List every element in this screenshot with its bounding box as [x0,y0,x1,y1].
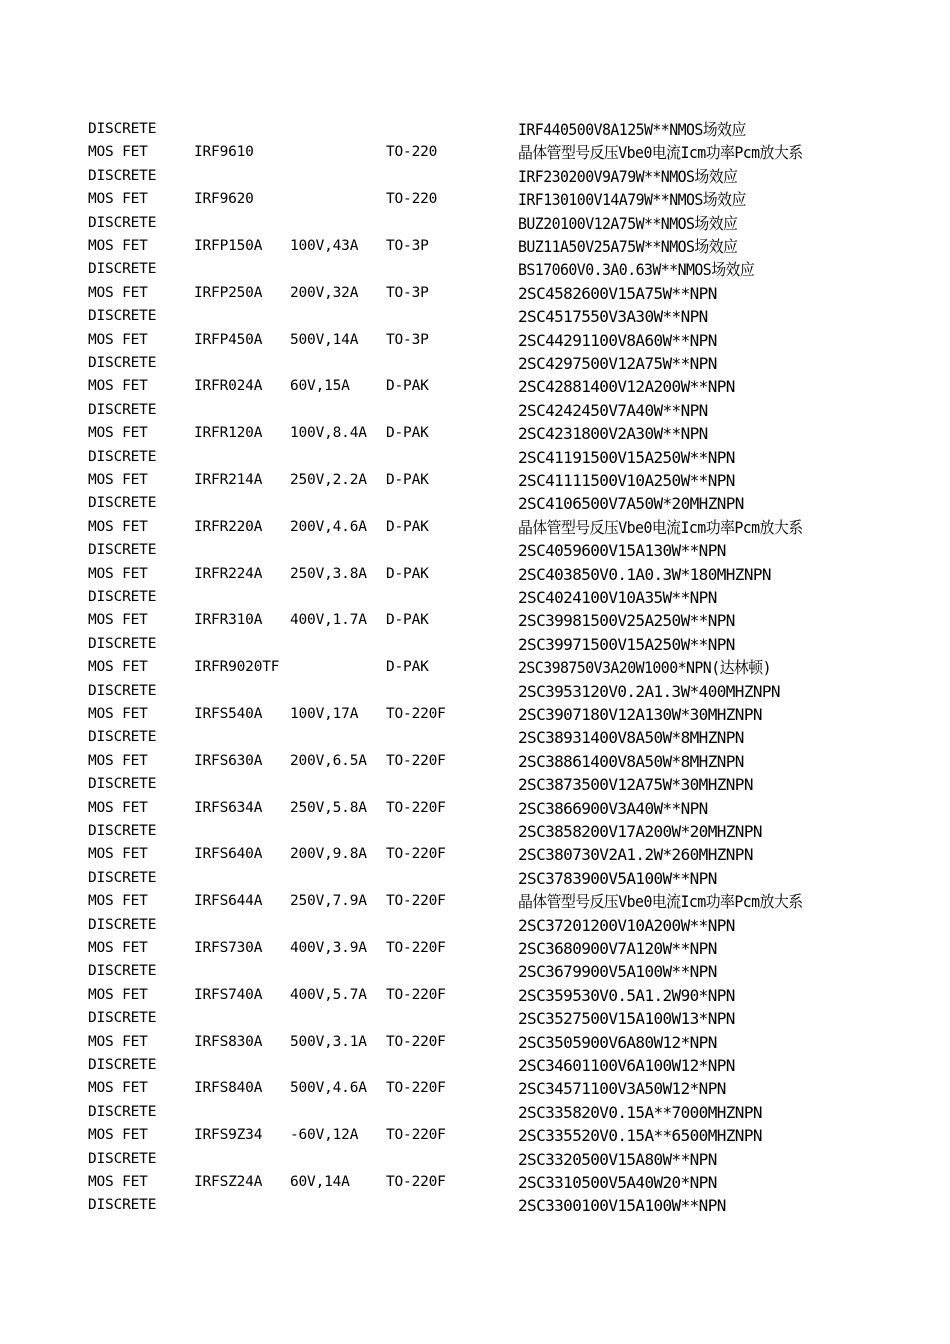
note-cell: 2SC403850V0.1A0.3W*180MHZNPN [518,564,771,584]
package-cell: TO-220F [386,940,446,956]
part-number-cell: IRFSZ24A [194,1174,263,1190]
type-cell: DISCRETE [88,776,157,793]
package-cell: TO-220F [386,986,446,1003]
note-cell: 2SC3873500V12A75W*30MHZNPN [518,775,753,795]
note-cell: BS17060V0.3A0.63W**NMOS场效应 [518,260,755,280]
package-cell: D-PAK [386,425,429,442]
rating-cell: 60V,15A [290,378,350,395]
part-number-cell: IRFP150A [194,238,263,254]
table-row [0,1077,950,1100]
part-number-cell: IRFS630A [194,752,263,769]
note-cell: 2SC3858200V17A200W*20MHZNPN [518,822,762,841]
part-number-cell: IRFR9020TF [194,659,280,676]
part-number-cell: IRF9620 [194,191,254,208]
table-row [0,680,950,703]
rating-cell: 200V,9.8A [290,846,367,863]
type-cell: DISCRETE [88,121,157,137]
table-row [0,469,950,492]
note-cell: BUZ11A50V25A75W**NMOS场效应 [518,237,738,256]
package-cell: D-PAK [386,565,429,582]
rating-cell: 250V,2.2A [290,472,367,488]
type-cell: DISCRETE [88,1197,157,1214]
rating-cell: 250V,7.9A [290,893,367,910]
part-number-cell: IRFS840A [194,1080,263,1097]
note-cell: 2SC4242450V7A40W**NPN [518,400,708,420]
note-cell: 2SC3320500V15A80W**NPN [518,1149,717,1169]
note-cell: 2SC398750V3A20W1000*NPN(达林顿) [518,658,771,678]
type-cell: MOS FET [88,565,148,582]
table-row [0,446,950,469]
note-cell: 2SC4106500V7A50W*20MHZNPN [518,494,744,514]
package-cell: TO-220F [386,893,446,910]
type-cell: MOS FET [88,1080,148,1097]
note-cell: IRF440500V8A125W**NMOS场效应 [518,120,746,139]
note-cell: 2SC380730V2A1.2W*260MHZNPN [518,845,753,865]
part-number-cell: IRFR220A [194,518,263,535]
type-cell: DISCRETE [88,308,157,325]
type-cell: DISCRETE [88,823,157,839]
type-cell: DISCRETE [88,1150,157,1167]
type-cell: DISCRETE [88,635,157,652]
type-cell: MOS FET [88,799,148,816]
table-row [0,375,950,398]
rating-cell: 250V,3.8A [290,565,367,582]
rating-cell: 500V,4.6A [290,1080,367,1097]
package-cell: TO-220 [386,191,438,208]
table-row [0,773,950,796]
note-cell: 晶体管型号反压Vbe0电流Icm功率Pcm放大系 [518,517,803,537]
package-cell: TO-220F [386,1033,446,1050]
package-cell: TO-3P [386,331,429,348]
table-row [0,563,950,586]
table-row [0,399,950,422]
table-row [0,960,950,983]
note-cell: 2SC3907180V12A130W*30MHZNPN [518,705,762,724]
package-cell: TO-3P [386,238,429,254]
part-number-cell: IRFS9Z34 [194,1127,263,1144]
type-cell: DISCRETE [88,542,157,559]
note-cell: 2SC44291100V8A60W**NPN [518,330,717,350]
part-number-cell: IRFR024A [194,378,263,395]
rating-cell: 100V,43A [290,238,359,254]
type-cell: MOS FET [88,191,148,208]
table-row [0,235,950,258]
type-cell: DISCRETE [88,495,157,512]
table-row [0,1194,950,1217]
part-number-cell: IRFS730A [194,940,263,956]
table-row [0,118,950,141]
part-number-cell: IRFR214A [194,472,263,488]
type-cell: MOS FET [88,940,148,956]
package-cell: TO-220F [386,1080,446,1097]
package-cell: D-PAK [386,659,429,676]
type-cell: MOS FET [88,1127,148,1144]
type-cell: DISCRETE [88,167,157,184]
package-cell: TO-220F [386,1127,446,1144]
table-row [0,726,950,749]
package-cell: D-PAK [386,378,429,395]
note-cell: IRF230200V9A79W**NMOS场效应 [518,166,738,186]
table-row [0,492,950,515]
part-number-cell: IRFS644A [194,893,263,910]
part-number-cell: IRFS640A [194,846,263,863]
package-cell: D-PAK [386,518,429,535]
note-cell: 2SC4297500V12A75W**NPN [518,354,717,373]
table-row [0,656,950,679]
table-row [0,750,950,773]
note-cell: 2SC3310500V5A40W20*NPN [518,1173,717,1192]
type-cell: MOS FET [88,284,148,301]
note-cell: 2SC3783900V5A100W**NPN [518,868,717,888]
note-cell: BUZ20100V12A75W**NMOS场效应 [518,213,738,233]
type-cell: DISCRETE [88,916,157,933]
rating-cell: 100V,17A [290,706,359,722]
table-row [0,305,950,328]
type-cell: DISCRETE [88,355,157,371]
rating-cell: 500V,14A [290,331,359,348]
type-cell: MOS FET [88,378,148,395]
part-number-cell: IRFS634A [194,799,263,816]
note-cell: 2SC359530V0.5A1.2W90*NPN [518,985,735,1005]
table-row [0,1124,950,1147]
note-cell: 2SC3680900V7A120W**NPN [518,939,717,958]
type-cell: MOS FET [88,752,148,769]
type-cell: MOS FET [88,331,148,348]
type-cell: MOS FET [88,893,148,910]
rating-cell: 400V,1.7A [290,612,367,629]
part-number-cell: IRF9610 [194,144,254,161]
package-cell: TO-220F [386,1174,446,1190]
type-cell: MOS FET [88,659,148,676]
note-cell: 2SC335520V0.15A**6500MHZNPN [518,1126,762,1146]
note-cell: 2SC4059600V15A130W**NPN [518,541,726,561]
type-cell: MOS FET [88,986,148,1003]
rating-cell: 500V,3.1A [290,1033,367,1050]
note-cell: 2SC41191500V15A250W**NPN [518,447,735,467]
type-cell: DISCRETE [88,869,157,886]
type-cell: DISCRETE [88,1103,157,1120]
package-cell: TO-220F [386,752,446,769]
table-row [0,586,950,609]
table-row [0,141,950,164]
note-cell: 2SC4231800V2A30W**NPN [518,424,708,444]
rating-cell: 200V,6.5A [290,752,367,769]
type-cell: DISCRETE [88,214,157,231]
type-cell: MOS FET [88,612,148,629]
table-row [0,165,950,188]
table-row [0,843,950,866]
part-number-cell: IRFS540A [194,706,263,722]
table-row [0,914,950,937]
table-row [0,890,950,913]
table-row [0,1148,950,1171]
note-cell: 2SC34601100V6A100W12*NPN [518,1056,735,1075]
part-number-cell: IRFR224A [194,565,263,582]
note-cell: 2SC4582600V15A75W**NPN [518,283,717,303]
note-cell: 2SC39981500V25A250W**NPN [518,611,735,631]
table-row [0,282,950,305]
part-number-cell: IRFR120A [194,425,263,442]
note-cell: 2SC3953120V0.2A1.3W*400MHZNPN [518,681,780,701]
type-cell: DISCRETE [88,682,157,699]
table-row [0,422,950,445]
package-cell: TO-3P [386,284,429,301]
table-row [0,820,950,843]
note-cell: 2SC42881400V12A200W**NPN [518,377,735,397]
type-cell: DISCRETE [88,963,157,980]
rating-cell: 250V,5.8A [290,799,367,816]
type-cell: DISCRETE [88,261,157,278]
table-row [0,352,950,375]
type-cell: MOS FET [88,846,148,863]
table-row [0,258,950,281]
type-cell: MOS FET [88,1174,148,1190]
table-row [0,1007,950,1030]
table-row [0,188,950,211]
table-row [0,329,950,352]
note-cell: IRF130100V14A79W**NMOS场效应 [518,190,746,210]
table-row [0,1054,950,1077]
note-cell: 2SC3679900V5A100W**NPN [518,962,717,982]
table-row [0,984,950,1007]
note-cell: 2SC38861400V8A50W*8MHZNPN [518,751,744,771]
type-cell: DISCRETE [88,401,157,418]
table-row [0,1031,950,1054]
table-row [0,539,950,562]
part-number-cell: IRFS740A [194,986,263,1003]
table-row [0,867,950,890]
rating-cell: 400V,5.7A [290,986,367,1003]
type-cell: MOS FET [88,425,148,442]
type-cell: MOS FET [88,238,148,254]
type-cell: MOS FET [88,1033,148,1050]
part-number-cell: IRFS830A [194,1033,263,1050]
rating-cell: 100V,8.4A [290,425,367,442]
table-row [0,703,950,726]
rating-cell: 200V,32A [290,284,359,301]
table-row [0,1171,950,1194]
package-cell: D-PAK [386,612,429,629]
package-cell: D-PAK [386,472,429,488]
type-cell: MOS FET [88,472,148,488]
rating-cell: 60V,14A [290,1174,350,1190]
table-row [0,212,950,235]
type-cell: DISCRETE [88,729,157,746]
note-cell: 2SC41111500V10A250W**NPN [518,471,735,490]
note-cell: 2SC3505900V6A80W12*NPN [518,1032,717,1052]
note-cell: 2SC38931400V8A50W*8MHZNPN [518,728,744,748]
package-cell: TO-220 [386,144,438,161]
type-cell: MOS FET [88,518,148,535]
table-row [0,609,950,632]
note-cell: 晶体管型号反压Vbe0电流Icm功率Pcm放大系 [518,143,803,163]
package-cell: TO-220F [386,846,446,863]
type-cell: DISCRETE [88,589,157,605]
table-row [0,1101,950,1124]
note-cell: 2SC3300100V15A100W**NPN [518,1196,726,1216]
note-cell: 2SC3527500V15A100W13*NPN [518,1009,735,1029]
table-row [0,797,950,820]
type-cell: DISCRETE [88,1010,157,1027]
rating-cell: 200V,4.6A [290,518,367,535]
note-cell: 2SC4517550V3A30W**NPN [518,307,708,327]
part-number-cell: IRFR310A [194,612,263,629]
note-cell: 2SC34571100V3A50W12*NPN [518,1079,726,1099]
note-cell: 晶体管型号反压Vbe0电流Icm功率Pcm放大系 [518,892,803,912]
note-cell: 2SC39971500V15A250W**NPN [518,634,735,654]
note-cell: 2SC3866900V3A40W**NPN [518,798,708,818]
rating-cell: 400V,3.9A [290,940,367,956]
note-cell: 2SC4024100V10A35W**NPN [518,588,717,607]
type-cell: MOS FET [88,706,148,722]
note-cell: 2SC335820V0.15A**7000MHZNPN [518,1102,762,1122]
part-number-cell: IRFP450A [194,331,263,348]
note-cell: 2SC37201200V10A200W**NPN [518,915,735,935]
table-row [0,937,950,960]
type-cell: DISCRETE [88,1057,157,1073]
package-cell: TO-220F [386,706,446,722]
rating-cell: -60V,12A [290,1127,359,1144]
table-row [0,633,950,656]
part-number-cell: IRFP250A [194,284,263,301]
type-cell: MOS FET [88,144,148,161]
type-cell: DISCRETE [88,448,157,465]
package-cell: TO-220F [386,799,446,816]
table-row [0,516,950,539]
